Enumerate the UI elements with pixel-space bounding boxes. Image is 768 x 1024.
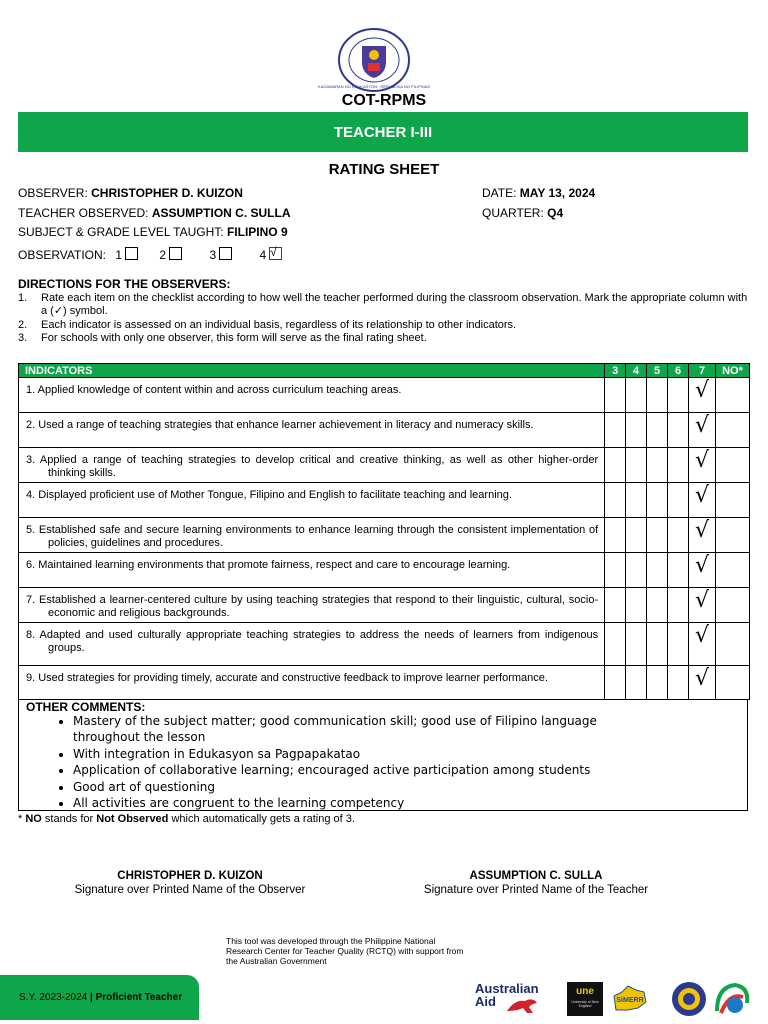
table-header-row	[19, 364, 750, 378]
table-row	[19, 553, 750, 588]
rating-cell-5[interactable]	[647, 553, 668, 588]
observation-checkbox-3[interactable]	[219, 247, 232, 260]
check-icon: √	[694, 413, 710, 438]
check-icon: √	[694, 553, 710, 578]
rating-cell-5[interactable]	[647, 378, 668, 413]
col-no: NO*	[715, 364, 749, 378]
rating-cell-NO[interactable]	[715, 588, 749, 623]
indicator-text: 4. Displayed proficient use of Mother Tongue, Filipino and English to facilitate teaching and learning.	[19, 483, 605, 518]
check-icon: √	[694, 666, 710, 691]
observation-checkbox-1[interactable]	[125, 247, 138, 260]
check-icon: √	[270, 245, 277, 259]
rating-cell-5[interactable]	[647, 623, 668, 666]
check-icon: √	[694, 518, 710, 543]
indicator-text: 5. Established safe and secure learning environments to enhance learning through the consistent implementation of policies, guidelines and procedures.	[19, 518, 605, 553]
rating-cell-7[interactable]	[689, 448, 716, 483]
date-line: DATE: MAY 13, 2024	[482, 186, 596, 200]
rating-cell-NO[interactable]	[715, 448, 749, 483]
svg-text:SiMERR: SiMERR	[616, 997, 644, 1004]
rating-cell-4[interactable]	[626, 553, 647, 588]
rating-cell-6[interactable]	[668, 588, 689, 623]
rating-cell-6[interactable]	[668, 518, 689, 553]
table-row	[19, 378, 750, 413]
rating-cell-4[interactable]	[626, 483, 647, 518]
direction-item: 2. Each indicator is assessed on an individual basis, regardless of its relationship to other indicators.	[18, 318, 517, 331]
rating-cell-6[interactable]	[668, 413, 689, 448]
rating-cell-NO[interactable]	[715, 378, 749, 413]
rating-cell-NO[interactable]	[715, 413, 749, 448]
rating-cell-3[interactable]	[605, 588, 626, 623]
check-icon: √	[694, 588, 710, 613]
rating-cell-7[interactable]	[689, 518, 716, 553]
observer-name: CHRISTOPHER D. KUIZON	[91, 186, 243, 200]
rctq-note: This tool was developed through the Philippine National Research Center for Teacher Quality (RCTQ) with support from the Australian Government	[226, 936, 464, 966]
rating-cell-4[interactable]	[626, 413, 647, 448]
comments-heading: OTHER COMMENTS:	[26, 700, 146, 714]
date-value: MAY 13, 2024	[519, 186, 596, 200]
teacher-signature-caption: Signature over Printed Name of the Teacher	[423, 884, 649, 896]
direction-item: 3. For schools with only one observer, this form will serve as the final rating sheet.	[18, 332, 427, 344]
rating-cell-4[interactable]	[626, 623, 647, 666]
indicators-table	[18, 363, 750, 700]
col-4: 4	[626, 364, 647, 378]
check-icon: √	[694, 623, 710, 648]
col-indicators: INDICATORS	[19, 364, 605, 378]
observer-signature-caption: Signature over Printed Name of the Observer	[74, 884, 306, 896]
comment-item: • Mastery of the subject matter; good communication skill; good use of Filipino language throughout the lesson	[73, 713, 633, 746]
banner: TEACHER I-III	[18, 112, 748, 152]
observer-signature	[40, 870, 340, 896]
comment-item: • With integration in Edukasyon sa Pagpapakatao	[73, 746, 633, 762]
table-row	[19, 518, 750, 553]
rating-cell-4[interactable]	[626, 666, 647, 700]
page-title: COT-RPMS	[341, 92, 427, 109]
not-observed-note: * NO stands for Not Observed which automatically gets a rating of 3.	[18, 813, 355, 825]
indicator-text: 3. Applied a range of teaching strategies to develop critical and creative thinking, as well as other higher-order thinking skills.	[19, 448, 605, 483]
quarter-line: QUARTER: Q4	[482, 206, 564, 220]
rating-cell-5[interactable]	[647, 666, 668, 700]
comment-item: • Good art of questioning	[73, 779, 633, 795]
observer-signature-name: CHRISTOPHER D. KUIZON	[117, 870, 263, 882]
rating-cell-3[interactable]	[605, 378, 626, 413]
rating-cell-NO[interactable]	[715, 518, 749, 553]
rating-cell-7[interactable]	[689, 623, 716, 666]
simerr-logo	[610, 984, 650, 1014]
rating-cell-7[interactable]	[689, 483, 716, 518]
table-row	[19, 623, 750, 666]
university-seal-logo	[671, 981, 707, 1017]
rating-cell-6[interactable]	[668, 553, 689, 588]
rating-cell-5[interactable]	[647, 518, 668, 553]
rating-cell-4[interactable]	[626, 448, 647, 483]
rating-cell-6[interactable]	[668, 666, 689, 700]
rating-cell-4[interactable]	[626, 588, 647, 623]
observer-line: OBSERVER: CHRISTOPHER D. KUIZON	[18, 186, 243, 200]
observation-checkbox-2[interactable]	[169, 247, 182, 260]
rating-cell-7[interactable]	[689, 666, 716, 700]
direction-item: 1. Rate each item on the checklist according to how well the teacher performed during the classroom observation. Mark the appropriate column with a (✓) symbol.	[18, 291, 748, 317]
une-logo: une University of New England	[567, 982, 603, 1016]
rating-cell-7[interactable]	[689, 553, 716, 588]
kangaroo-icon	[505, 995, 539, 1015]
rating-cell-3[interactable]	[605, 448, 626, 483]
subject-line: SUBJECT & GRADE LEVEL TAUGHT: FILIPINO 9	[18, 225, 288, 239]
rating-cell-3[interactable]	[605, 413, 626, 448]
directions	[18, 278, 748, 346]
footer-badge: S.Y. 2023-2024 | Proficient Teacher	[0, 975, 199, 1020]
rating-cell-3[interactable]	[605, 666, 626, 700]
check-icon: √	[694, 483, 710, 508]
check-icon: √	[694, 448, 710, 473]
col-7: 7	[689, 364, 716, 378]
rating-cell-7[interactable]	[689, 413, 716, 448]
rating-cell-7[interactable]	[689, 588, 716, 623]
observation-line: OBSERVATION: 1 2 3 4 √	[18, 247, 282, 262]
sheet-subtitle: RATING SHEET	[328, 161, 440, 178]
rating-cell-5[interactable]	[647, 588, 668, 623]
other-comments	[18, 699, 748, 811]
rating-cell-3[interactable]	[605, 518, 626, 553]
teacher-line: TEACHER OBSERVED: ASSUMPTION C. SULLA	[18, 206, 291, 220]
comment-item: • All activities are congruent to the learning competency	[73, 795, 633, 811]
deped-seal	[317, 28, 431, 92]
teacher-signature-name: ASSUMPTION C. SULLA	[469, 870, 603, 882]
indicator-text: 9. Used strategies for providing timely, accurate and constructive feedback to improve learner performance.	[19, 666, 605, 700]
col-6: 6	[668, 364, 689, 378]
rating-cell-6[interactable]	[668, 448, 689, 483]
col-3: 3	[605, 364, 626, 378]
table-row	[19, 448, 750, 483]
rating-cell-3[interactable]	[605, 483, 626, 518]
table-row	[19, 588, 750, 623]
table-row	[19, 413, 750, 448]
rating-cell-6[interactable]	[668, 623, 689, 666]
seal-text: KAGAWARAN NG EDUKASYON · REPUBLIKA NG PILIPINAS	[317, 84, 431, 89]
australian-aid-logo: Australian Aid	[475, 982, 555, 1018]
check-icon: √	[694, 378, 710, 403]
rating-cell-4[interactable]	[626, 518, 647, 553]
teacher-name: ASSUMPTION C. SULLA	[151, 206, 291, 220]
col-5: 5	[647, 364, 668, 378]
indicator-text: 6. Maintained learning environments that promote fairness, respect and care to encourage learning.	[19, 553, 605, 588]
rating-cell-5[interactable]	[647, 483, 668, 518]
rating-cell-6[interactable]	[668, 483, 689, 518]
directions-heading: DIRECTIONS FOR THE OBSERVERS:	[18, 277, 231, 291]
comment-item: • Application of collaborative learning; encouraged active participation among students	[73, 762, 633, 778]
rating-cell-NO[interactable]	[715, 666, 749, 700]
rating-cell-7[interactable]	[689, 378, 716, 413]
rating-cell-3[interactable]	[605, 623, 626, 666]
subject-value: FILIPINO 9	[226, 225, 288, 239]
rctq-logo	[713, 981, 751, 1017]
table-row	[19, 483, 750, 518]
quarter-value: Q4	[547, 206, 564, 220]
rating-cell-5[interactable]	[647, 448, 668, 483]
rating-cell-3[interactable]	[605, 553, 626, 588]
indicator-text: 2. Used a range of teaching strategies that enhance learner achievement in literacy and numeracy skills.	[19, 413, 605, 448]
rating-cell-4[interactable]	[626, 378, 647, 413]
rating-cell-5[interactable]	[647, 413, 668, 448]
rating-cell-NO[interactable]	[715, 483, 749, 518]
indicator-text: 8. Adapted and used culturally appropriate teaching strategies to address the needs of learners from indigenous groups.	[19, 623, 605, 666]
indicator-text: 1. Applied knowledge of content within and across curriculum teaching areas.	[19, 378, 605, 413]
rating-cell-NO[interactable]	[715, 553, 749, 588]
observation-checkbox-4[interactable]	[269, 247, 282, 260]
rating-cell-6[interactable]	[668, 378, 689, 413]
indicator-text: 7. Established a learner-centered culture by using teaching strategies that respond to their linguistic, cultural, socio-economic and religious backgrounds.	[19, 588, 605, 623]
table-row	[19, 666, 750, 700]
teacher-signature	[386, 870, 686, 896]
rating-cell-NO[interactable]	[715, 623, 749, 666]
